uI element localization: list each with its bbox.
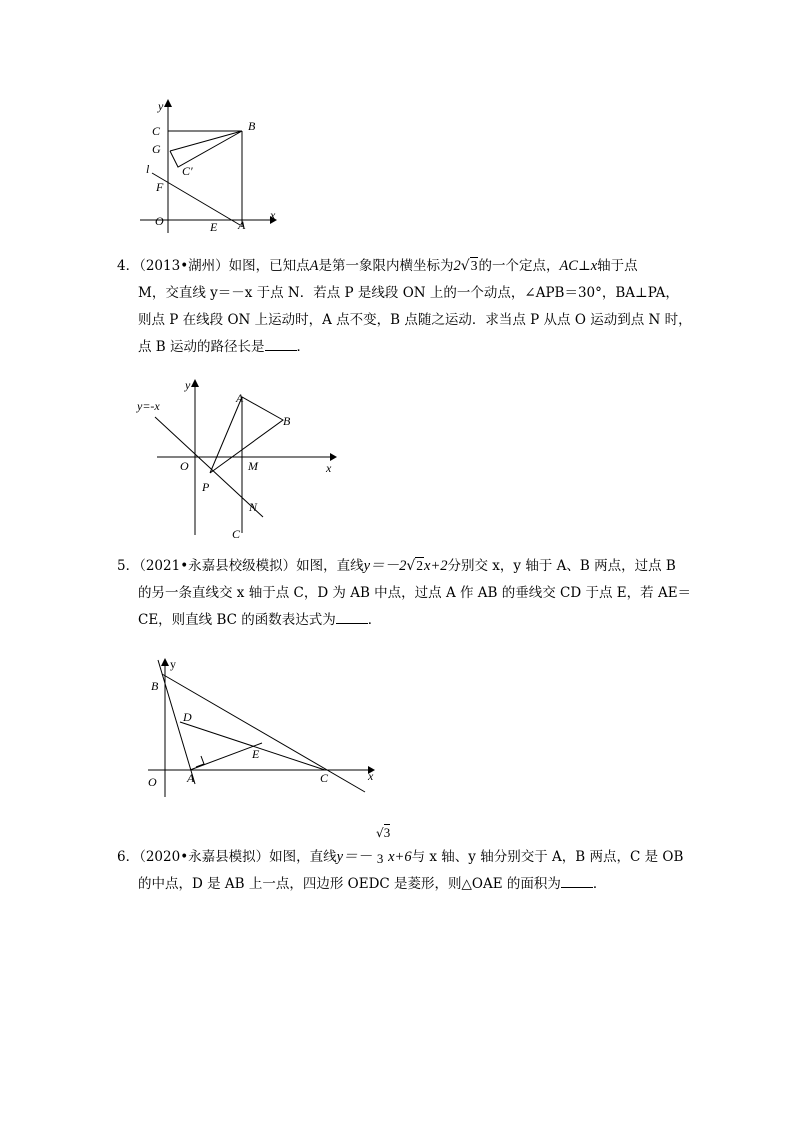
math-expr: y＝－2: [363, 558, 407, 574]
label-D: D: [183, 710, 192, 724]
radicand: 3: [470, 258, 478, 273]
question-6: [117, 825, 689, 898]
answer-blank[interactable]: [336, 612, 368, 624]
fraction-numerator: [372, 819, 394, 847]
question-5: [117, 552, 692, 634]
question-text: 的一个定点，: [478, 258, 560, 274]
math-sqrt: [454, 252, 479, 280]
question-number: 6．: [117, 849, 140, 865]
label-E: E: [210, 220, 218, 234]
label-O: O: [148, 775, 157, 789]
question-line-4: 点 B 运动的路径长是: [138, 339, 265, 355]
question-text: 如图，直线: [269, 849, 337, 865]
x-axis-arrow-icon: [330, 453, 337, 461]
label-y: y: [185, 378, 191, 392]
label-C: C: [232, 527, 241, 541]
question-source: （2013•湖州）: [139, 258, 229, 274]
triangle-GBC: [170, 131, 242, 167]
answer-blank[interactable]: [561, 876, 593, 888]
label-A: A: [187, 771, 195, 785]
question-text: 与 x 轴、y 轴分别交于 A，B 两点，C 是 OB: [411, 849, 684, 865]
radical-icon: √: [460, 258, 470, 274]
question-text: 是第一象限内横坐标为: [318, 258, 454, 274]
label-B: B: [283, 414, 291, 428]
math-expr: x+2: [424, 558, 448, 574]
math-var: AC: [559, 258, 578, 274]
question-text: ．: [592, 876, 607, 892]
math-var: A: [309, 258, 319, 274]
line-y-equals-neg-x: [155, 417, 263, 517]
question-text: 如图，直线: [296, 558, 364, 574]
math-symbol: ⊥: [577, 258, 591, 274]
math-fraction: [372, 825, 391, 871]
figure-q5: [140, 652, 390, 802]
label-x: x: [368, 769, 374, 783]
label-x: x: [270, 208, 276, 222]
sqrt-coefficient: 2: [453, 258, 461, 274]
answer-blank[interactable]: [265, 339, 297, 351]
question-text: 如图，已知点: [228, 258, 310, 274]
question-line-2: 的中点，D 是 AB 上一点，四边形 OEDC 是菱形，则△OAE 的面积为: [138, 876, 561, 892]
label-B: B: [248, 119, 256, 133]
label-y: y: [158, 99, 164, 113]
y-axis-arrow-icon: [164, 99, 172, 107]
label-C-prime: C′: [182, 164, 193, 178]
figure-q4: [135, 375, 345, 545]
question-4: [117, 252, 692, 361]
label-E: E: [252, 747, 260, 761]
math-expr: y＝－: [336, 849, 373, 865]
label-A: A: [236, 391, 244, 405]
fraction-denominator: 3: [376, 851, 384, 866]
line-l: [152, 173, 240, 225]
question-line-2: M，交直线 y＝－x 于点 N．若点 P 是线段 ON 上的一个动点，∠APB＝30°，BA⊥PA，: [138, 285, 679, 301]
radical-icon: √: [376, 826, 384, 840]
question-line-3: 则点 P 在线段 ON 上运动时，A 点不变，B 点随之运动．求当点 P 从点 O 运动到点 N 时，: [138, 312, 692, 328]
label-l: l: [146, 162, 150, 176]
label-P: P: [202, 480, 210, 494]
math-var: x: [590, 258, 598, 274]
label-N: N: [249, 500, 258, 514]
figure-q3: [130, 95, 290, 240]
question-text: 分别交 x，y 轴于 A、B 两点，过点 B: [447, 558, 676, 574]
y-axis-arrow-icon: [191, 379, 199, 387]
question-line-2: 的另一条直线交 x 轴于点 C，D 为 AB 中点，过点 A 作 AB 的垂线交 CD 于点 E，若 AE＝: [138, 585, 692, 601]
label-y: y: [170, 657, 176, 671]
question-text: 轴于点: [597, 258, 638, 274]
radicand: 3: [383, 825, 391, 840]
question-source: （2021•永嘉县校级模拟）: [139, 558, 297, 574]
label-F: F: [156, 180, 164, 194]
label-B: B: [151, 679, 159, 693]
question-number: 4．: [117, 258, 140, 274]
label-M: M: [248, 459, 258, 473]
question-line-3: CE，则直线 BC 的函数表达式为: [138, 612, 336, 628]
y-axis-arrow-icon: [161, 658, 169, 666]
label-C: C: [152, 124, 161, 138]
question-text: ．: [367, 612, 382, 628]
label-O: O: [180, 459, 189, 473]
math-sqrt: [406, 552, 424, 580]
radicand: 2: [416, 558, 424, 573]
label-x: x: [326, 461, 332, 475]
label-line: y=-x: [137, 399, 160, 413]
radical-icon: √: [406, 558, 416, 574]
label-C: C: [320, 771, 329, 785]
math-expr: x+6: [388, 849, 412, 865]
question-source: （2020•永嘉县模拟）: [139, 849, 270, 865]
label-O: O: [155, 214, 164, 228]
triangle-PAB: [210, 397, 283, 473]
label-G: G: [152, 142, 161, 156]
question-number: 5．: [117, 558, 140, 574]
question-text: ．: [296, 339, 311, 355]
line-DC: [180, 722, 325, 770]
label-A: A: [238, 218, 246, 232]
